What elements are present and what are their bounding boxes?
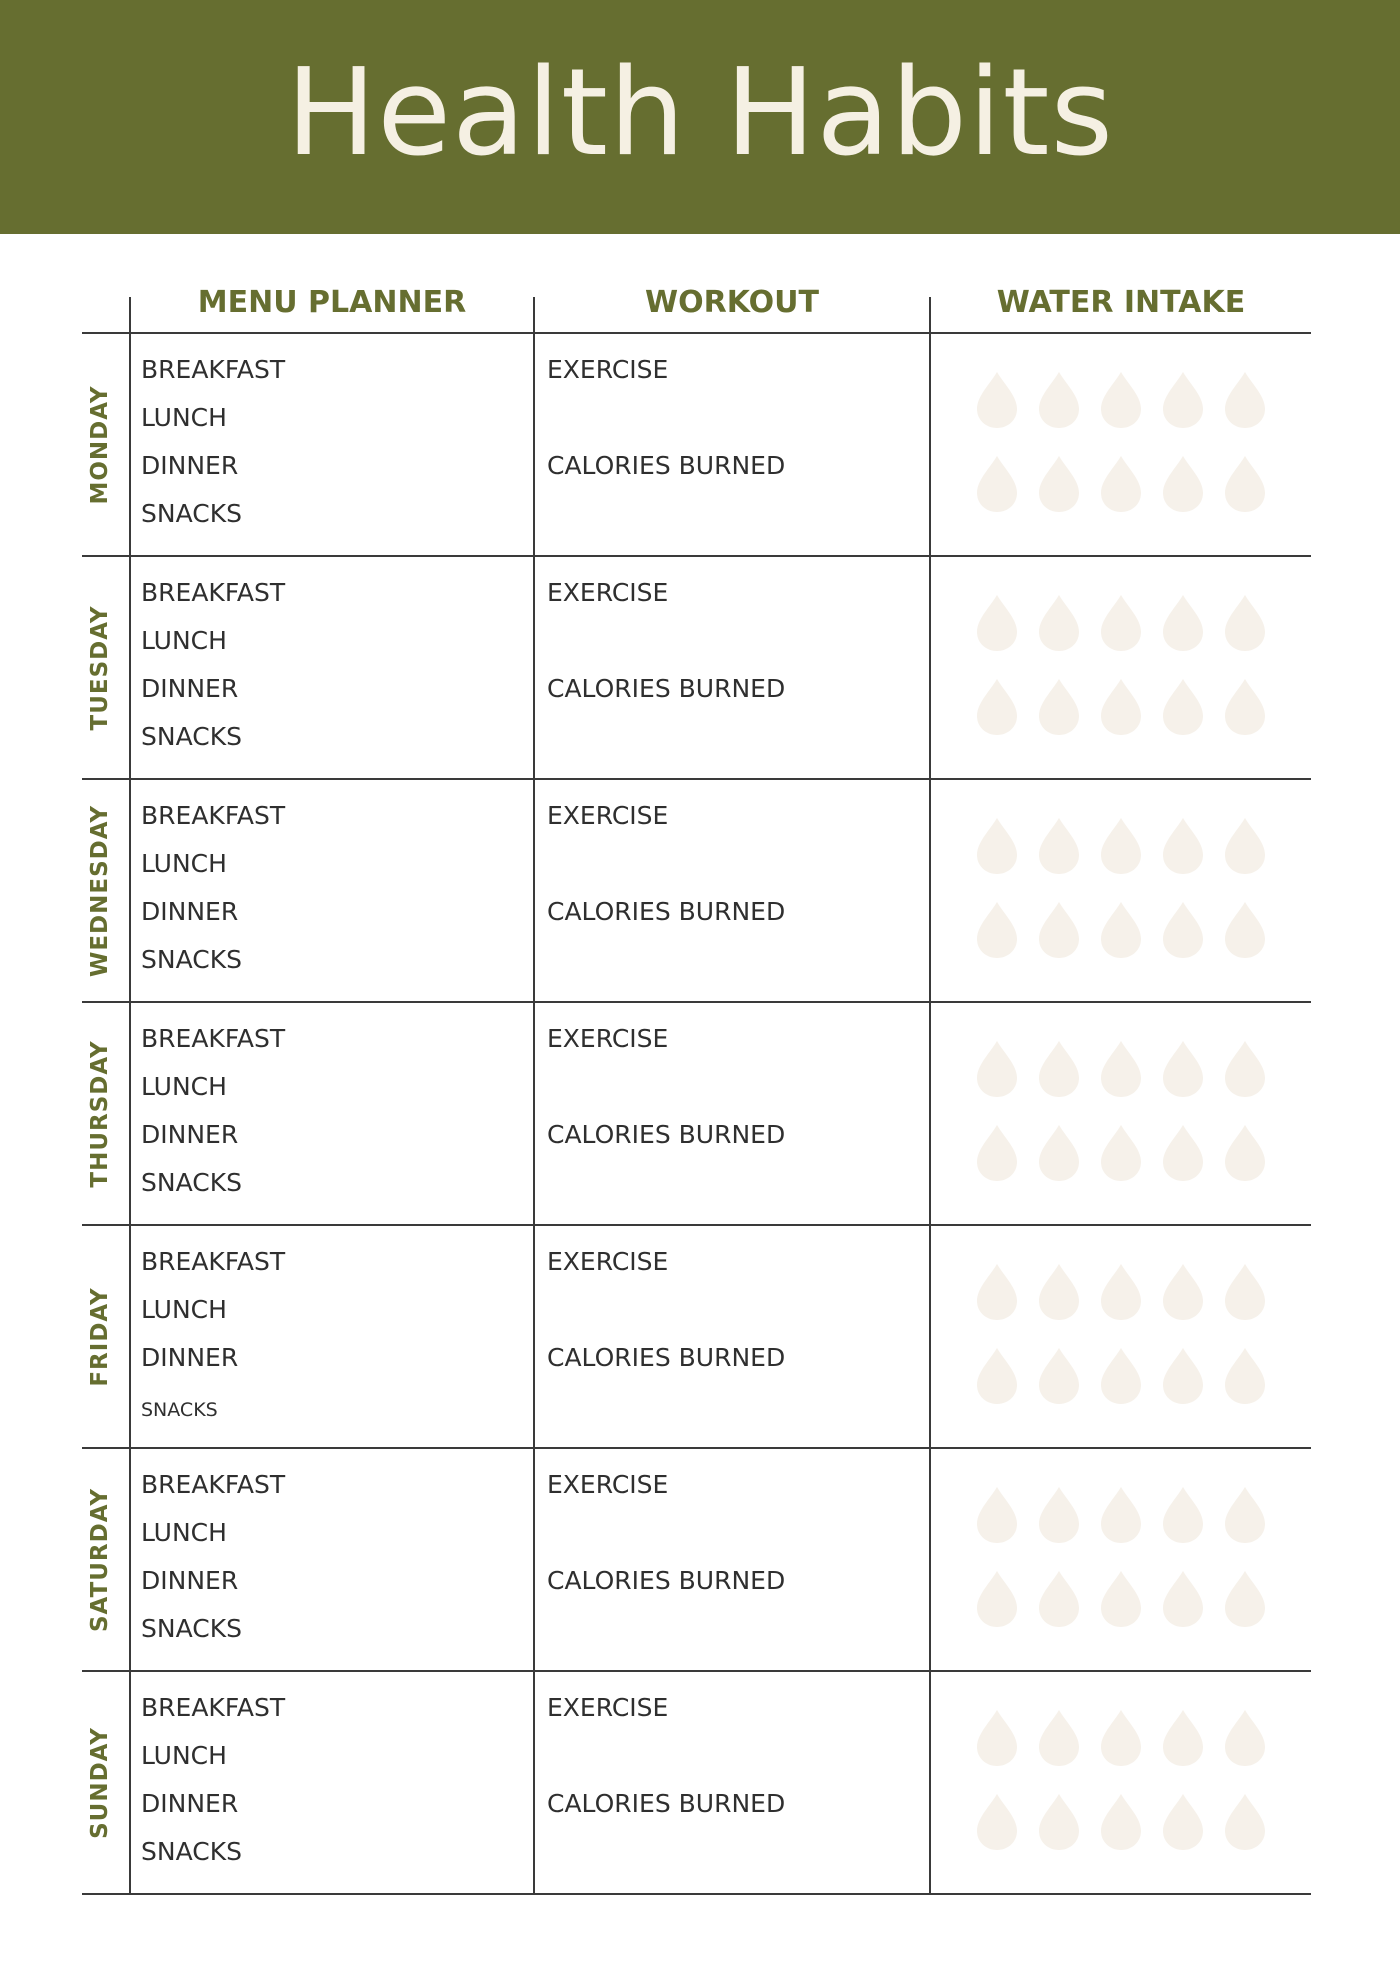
water-drop-icon[interactable] bbox=[1037, 1346, 1081, 1406]
water-drop-icon[interactable] bbox=[975, 1123, 1019, 1183]
water-drop-icon[interactable] bbox=[1223, 1123, 1267, 1183]
meal-label-snacks: SNACKS bbox=[141, 945, 242, 974]
meal-label-lunch: LUNCH bbox=[141, 849, 227, 878]
water-drop-icon[interactable] bbox=[975, 1262, 1019, 1322]
day-label: SATURDAY bbox=[87, 1487, 113, 1633]
meal-label-lunch: LUNCH bbox=[141, 403, 227, 432]
water-drop-icon[interactable] bbox=[1223, 1569, 1267, 1629]
meal-label-dinner: DINNER bbox=[141, 1789, 239, 1818]
water-drop-icon[interactable] bbox=[1223, 1346, 1267, 1406]
water-drop-icon[interactable] bbox=[1161, 900, 1205, 960]
column-header-water-intake: WATER INTAKE bbox=[996, 285, 1246, 320]
water-drop-icon[interactable] bbox=[975, 677, 1019, 737]
workout-label-calories-burned: CALORIES BURNED bbox=[547, 897, 786, 926]
water-drop-icon[interactable] bbox=[1223, 1792, 1267, 1852]
day-label: THURSDAY bbox=[87, 1040, 113, 1188]
meal-label-breakfast: BREAKFAST bbox=[141, 1024, 286, 1053]
workout-label-calories-burned: CALORIES BURNED bbox=[547, 1120, 786, 1149]
water-tracker bbox=[975, 1039, 1275, 1189]
water-tracker bbox=[975, 1708, 1275, 1858]
page-title: Health Habits bbox=[285, 44, 1115, 183]
day-row-thursday bbox=[0, 1003, 1400, 1226]
row-rule bbox=[82, 1893, 1311, 1895]
meal-label-dinner: DINNER bbox=[141, 1343, 239, 1372]
water-drop-icon[interactable] bbox=[1223, 593, 1267, 653]
day-label: MONDAY bbox=[87, 385, 113, 505]
water-drop-icon[interactable] bbox=[1037, 454, 1081, 514]
day-label: FRIDAY bbox=[87, 1287, 113, 1387]
water-drop-icon[interactable] bbox=[1223, 1262, 1267, 1322]
water-drop-icon[interactable] bbox=[1223, 1708, 1267, 1768]
meal-label-snacks: SNACKS bbox=[141, 1837, 242, 1866]
meal-label-dinner: DINNER bbox=[141, 1566, 239, 1595]
workout-label-calories-burned: CALORIES BURNED bbox=[547, 1566, 786, 1595]
water-drop-icon[interactable] bbox=[1161, 1708, 1205, 1768]
water-drop-icon[interactable] bbox=[975, 593, 1019, 653]
water-drop-icon[interactable] bbox=[1099, 370, 1143, 430]
water-drop-icon[interactable] bbox=[975, 1708, 1019, 1768]
water-drop-icon[interactable] bbox=[1099, 1262, 1143, 1322]
water-drop-icon[interactable] bbox=[1223, 1485, 1267, 1545]
workout-label-exercise: EXERCISE bbox=[547, 355, 669, 384]
water-drop-icon[interactable] bbox=[1161, 816, 1205, 876]
water-drop-icon[interactable] bbox=[1161, 454, 1205, 514]
water-drop-icon[interactable] bbox=[1161, 1262, 1205, 1322]
meal-label-lunch: LUNCH bbox=[141, 1072, 227, 1101]
water-tracker bbox=[975, 1262, 1275, 1412]
meal-label-lunch: LUNCH bbox=[141, 626, 227, 655]
meal-label-dinner: DINNER bbox=[141, 897, 239, 926]
water-drop-icon[interactable] bbox=[1037, 1708, 1081, 1768]
water-tracker bbox=[975, 593, 1275, 743]
water-drop-icon[interactable] bbox=[1037, 900, 1081, 960]
water-drop-icon[interactable] bbox=[975, 370, 1019, 430]
column-header-menu-planner: MENU PLANNER bbox=[197, 285, 467, 320]
meal-label-snacks: SNACKS bbox=[141, 1614, 242, 1643]
water-drop-icon[interactable] bbox=[1161, 1346, 1205, 1406]
water-drop-icon[interactable] bbox=[1037, 370, 1081, 430]
meal-label-dinner: DINNER bbox=[141, 1120, 239, 1149]
water-drop-icon[interactable] bbox=[1223, 454, 1267, 514]
water-drop-icon[interactable] bbox=[1099, 1039, 1143, 1099]
water-drop-icon[interactable] bbox=[975, 454, 1019, 514]
water-tracker bbox=[975, 816, 1275, 966]
day-row-wednesday bbox=[0, 780, 1400, 1003]
water-drop-icon[interactable] bbox=[1037, 1039, 1081, 1099]
water-drop-icon[interactable] bbox=[1099, 900, 1143, 960]
meal-label-dinner: DINNER bbox=[141, 674, 239, 703]
workout-label-exercise: EXERCISE bbox=[547, 578, 669, 607]
meal-label-breakfast: BREAKFAST bbox=[141, 578, 286, 607]
water-drop-icon[interactable] bbox=[1037, 1123, 1081, 1183]
meal-label-lunch: LUNCH bbox=[141, 1518, 227, 1547]
water-drop-icon[interactable] bbox=[1161, 370, 1205, 430]
workout-label-exercise: EXERCISE bbox=[547, 1024, 669, 1053]
water-drop-icon[interactable] bbox=[1037, 593, 1081, 653]
water-drop-icon[interactable] bbox=[1161, 1039, 1205, 1099]
water-drop-icon[interactable] bbox=[975, 1039, 1019, 1099]
column-header-workout: WORKOUT bbox=[645, 285, 819, 320]
water-drop-icon[interactable] bbox=[1099, 1123, 1143, 1183]
water-drop-icon[interactable] bbox=[1099, 593, 1143, 653]
meal-label-snacks: SNACKS bbox=[141, 1168, 242, 1197]
water-drop-icon[interactable] bbox=[1099, 816, 1143, 876]
water-drop-icon[interactable] bbox=[1037, 1485, 1081, 1545]
water-drop-icon[interactable] bbox=[1223, 1039, 1267, 1099]
water-drop-icon[interactable] bbox=[1161, 1792, 1205, 1852]
workout-label-calories-burned: CALORIES BURNED bbox=[547, 1789, 786, 1818]
water-drop-icon[interactable] bbox=[1099, 1346, 1143, 1406]
water-drop-icon[interactable] bbox=[1037, 1262, 1081, 1322]
water-drop-icon[interactable] bbox=[1037, 1569, 1081, 1629]
water-drop-icon[interactable] bbox=[1161, 1123, 1205, 1183]
water-drop-icon[interactable] bbox=[975, 1569, 1019, 1629]
day-row-tuesday bbox=[0, 557, 1400, 780]
meal-label-breakfast: BREAKFAST bbox=[141, 1470, 286, 1499]
water-drop-icon[interactable] bbox=[1037, 1792, 1081, 1852]
meal-label-snacks: SNACKS bbox=[141, 722, 242, 751]
water-tracker bbox=[975, 1485, 1275, 1635]
water-drop-icon[interactable] bbox=[1099, 1708, 1143, 1768]
workout-label-calories-burned: CALORIES BURNED bbox=[547, 451, 786, 480]
meal-label-breakfast: BREAKFAST bbox=[141, 355, 286, 384]
water-drop-icon[interactable] bbox=[975, 1485, 1019, 1545]
day-row-sunday bbox=[0, 1672, 1400, 1895]
workout-label-exercise: EXERCISE bbox=[547, 1693, 669, 1722]
water-drop-icon[interactable] bbox=[1223, 677, 1267, 737]
meal-label-lunch: LUNCH bbox=[141, 1741, 227, 1770]
water-drop-icon[interactable] bbox=[975, 900, 1019, 960]
water-drop-icon[interactable] bbox=[1099, 1569, 1143, 1629]
water-drop-icon[interactable] bbox=[1099, 454, 1143, 514]
water-drop-icon[interactable] bbox=[1037, 677, 1081, 737]
meal-label-snacks: SNACKS bbox=[141, 499, 242, 528]
day-label: TUESDAY bbox=[87, 605, 113, 731]
meal-label-breakfast: BREAKFAST bbox=[141, 1247, 286, 1276]
water-drop-icon[interactable] bbox=[1223, 900, 1267, 960]
water-drop-icon[interactable] bbox=[975, 816, 1019, 876]
water-drop-icon[interactable] bbox=[975, 1792, 1019, 1852]
water-drop-icon[interactable] bbox=[1161, 593, 1205, 653]
water-drop-icon[interactable] bbox=[1161, 1485, 1205, 1545]
workout-label-calories-burned: CALORIES BURNED bbox=[547, 1343, 786, 1372]
water-drop-icon[interactable] bbox=[1099, 1485, 1143, 1545]
meal-label-breakfast: BREAKFAST bbox=[141, 1693, 286, 1722]
water-drop-icon[interactable] bbox=[975, 1346, 1019, 1406]
water-tracker bbox=[975, 370, 1275, 520]
water-drop-icon[interactable] bbox=[1037, 816, 1081, 876]
meal-label-lunch: LUNCH bbox=[141, 1295, 227, 1324]
day-row-saturday bbox=[0, 1449, 1400, 1672]
day-label: SUNDAY bbox=[87, 1727, 113, 1839]
workout-label-calories-burned: CALORIES BURNED bbox=[547, 674, 786, 703]
meal-label-snacks: SNACKS bbox=[141, 1399, 218, 1421]
meal-label-dinner: DINNER bbox=[141, 451, 239, 480]
day-label: WEDNESDAY bbox=[87, 804, 113, 978]
water-drop-icon[interactable] bbox=[1223, 370, 1267, 430]
workout-label-exercise: EXERCISE bbox=[547, 1247, 669, 1276]
meal-label-breakfast: BREAKFAST bbox=[141, 801, 286, 830]
water-drop-icon[interactable] bbox=[1223, 816, 1267, 876]
water-drop-icon[interactable] bbox=[1161, 1569, 1205, 1629]
workout-label-exercise: EXERCISE bbox=[547, 801, 669, 830]
water-drop-icon[interactable] bbox=[1099, 1792, 1143, 1852]
workout-label-exercise: EXERCISE bbox=[547, 1470, 669, 1499]
water-drop-icon[interactable] bbox=[1099, 677, 1143, 737]
water-drop-icon[interactable] bbox=[1161, 677, 1205, 737]
day-row-friday bbox=[0, 1226, 1400, 1449]
day-row-monday bbox=[0, 334, 1400, 557]
